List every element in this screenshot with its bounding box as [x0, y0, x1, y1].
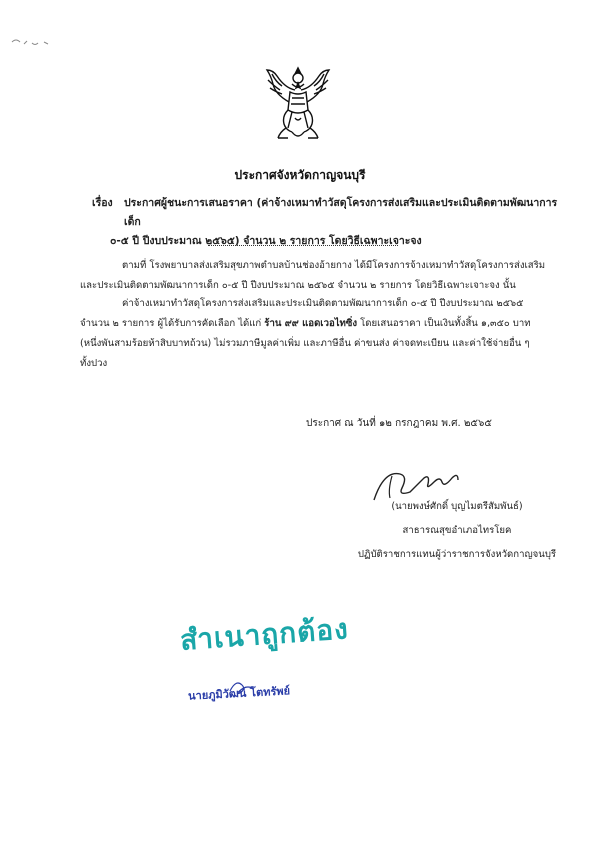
- subject-label: เรื่อง: [92, 197, 113, 209]
- dotted-divider: [208, 245, 398, 246]
- garuda-emblem-icon: [262, 62, 334, 144]
- paragraph-2-line-2-pre: จำนวน ๒ รายการ ผู้ได้รับการคัดเลือก ได้แก่: [80, 318, 265, 329]
- paragraph-2-line-2: [80, 314, 568, 334]
- signer-position-1: สาธารณสุขอำเภอไทรโยค: [402, 525, 512, 536]
- subject-line-1: ประกาศผู้ชนะการเสนอราคา (ค่าจ้างเหมาทำวัสดุโครงการส่งเสริมและประเมินติดตามพัฒนาการเด็ก: [124, 197, 558, 228]
- subject-line-2: ๐-๕ ปี ปีงบประมาณ ๒๕๖๕) จำนวน ๒ รายการ โดยวิธีเฉพาะเจาะจง: [110, 235, 422, 247]
- winner-name: ร้าน ๙๙ แอดเวอไทซิ่ง: [264, 318, 358, 329]
- paragraph-1-line-1: ตามที่ โรงพยาบาลส่งเสริมสุขภาพตำบลบ้านช่องอ้ายกาง ได้มีโครงการจ้างเหมาทำวัสดุโครงการส่งเสริม: [122, 260, 546, 271]
- paragraph-2-line-1: ค่าจ้างเหมาทำวัสดุโครงการส่งเสริมและประเมินติดตามพัฒนาการเด็ก ๐-๕ ปี ปีงบประมาณ ๒๕๖๕: [122, 298, 524, 309]
- margin-scribble: [10, 34, 60, 54]
- paragraph-2-line-4: ทั้งปวง: [80, 358, 108, 369]
- signer-name: (นายพงษ์ศักดิ์ บุญไมตรีสัมพันธ์): [391, 501, 523, 512]
- signature-block: [322, 495, 592, 567]
- paragraph-2: [80, 294, 568, 374]
- signer-position-2: ปฏิบัติราชการแทนผู้ว่าราชการจังหวัดกาญจนบุรี: [357, 549, 557, 560]
- paragraph-1-line-2: และประเมินติดตามพัฒนาการเด็ก ๐-๕ ปี ปีงบประมาณ ๒๕๖๕ จำนวน ๒ รายการ โดยวิธีเฉพาะเจาะจง นั้น: [80, 280, 516, 291]
- certified-copy-stamp: สำเนาถูกต้อง: [179, 612, 350, 657]
- paragraph-2-line-3: (หนึ่งพันสามร้อยห้าสิบบาทถ้วน) ไม่รวมภาษีมูลค่าเพิ่ม และภาษีอื่น ค่าขนส่ง ค่าจดทะเบียน และค่าใช้จ่ายอื่น ๆ: [80, 338, 530, 349]
- announce-date: ประกาศ ณ วันที่ ๑๒ กรกฎาคม พ.ศ. ๒๕๖๕: [306, 418, 492, 429]
- paragraph-1: [80, 256, 568, 296]
- certifier-name: นายภูมิวัฒน์ โตทรัพย์: [187, 684, 291, 703]
- paragraph-2-line-2-post: โดยเสนอราคา เป็นเงินทั้งสิ้น ๑,๓๕๐ บาท: [357, 318, 531, 329]
- document-title: ประกาศจังหวัดกาญจนบุรี: [234, 168, 366, 182]
